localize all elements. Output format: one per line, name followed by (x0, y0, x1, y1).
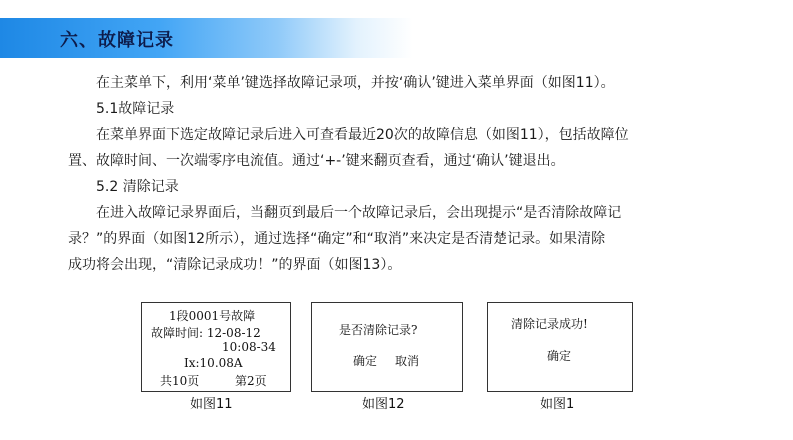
lcd-screen-fig12 (311, 302, 463, 392)
caption-fig11: 如图11 (190, 397, 233, 412)
total-pages-text: 共10页 (160, 374, 200, 388)
paragraph-clear-record-line3: 成功将会出现，“清除记录成功！”的界面（如图13）。 (68, 257, 402, 273)
paragraph-clear-record-line1: 在进入故障记录界面后，当翻页到最后一个故障记录后，会出现提示“是否清除故障记 (96, 205, 622, 221)
fault-current-text: Ix:10.08A (184, 356, 243, 370)
body-text (68, 70, 738, 278)
heading-fault-record: 5.1故障记录 (96, 101, 175, 117)
section-title: 六、故障记录 (60, 30, 174, 51)
paragraph-clear-record-line2: 录？”的界面（如图12所示），通过选择“确定”和“取消”来决定是否清楚记录。如果清除 (68, 231, 606, 247)
current-page-text: 第2页 (235, 374, 267, 388)
clear-confirm-prompt: 是否清除记录? (339, 323, 418, 337)
paragraph-menu-intro: 在主菜单下，利用‘菜单’键选择故障记录项，并按‘确认’键进入菜单界面（如图11）。 (96, 75, 615, 91)
paragraph-fault-record-line2: 置、故障时间、一次端零序电流值。通过‘+-’键来翻页查看，通过‘确认’键退出。 (68, 153, 565, 169)
fault-time-text: 故障时间: 12-08-12 (151, 326, 261, 340)
paragraph-fault-record-line1: 在菜单界面下选定故障记录后进入可查看最近20次的故障信息（如图11），包括故障位 (96, 127, 629, 143)
confirm-option: 确定 (353, 354, 378, 368)
confirm-option: 确定 (547, 349, 572, 363)
caption-fig12: 如图12 (362, 397, 405, 412)
cancel-option: 取消 (395, 354, 420, 368)
lcd-screen-fig11 (141, 302, 291, 392)
heading-clear-record: 5.2 清除记录 (96, 179, 179, 195)
clear-success-text: 清除记录成功! (511, 317, 588, 331)
fault-number-text: 1段0001号故障 (169, 309, 256, 323)
lcd-screen-fig13 (487, 302, 633, 392)
fault-time-clock: 10:08-34 (222, 340, 276, 354)
caption-fig13: 如图1 (540, 397, 575, 412)
